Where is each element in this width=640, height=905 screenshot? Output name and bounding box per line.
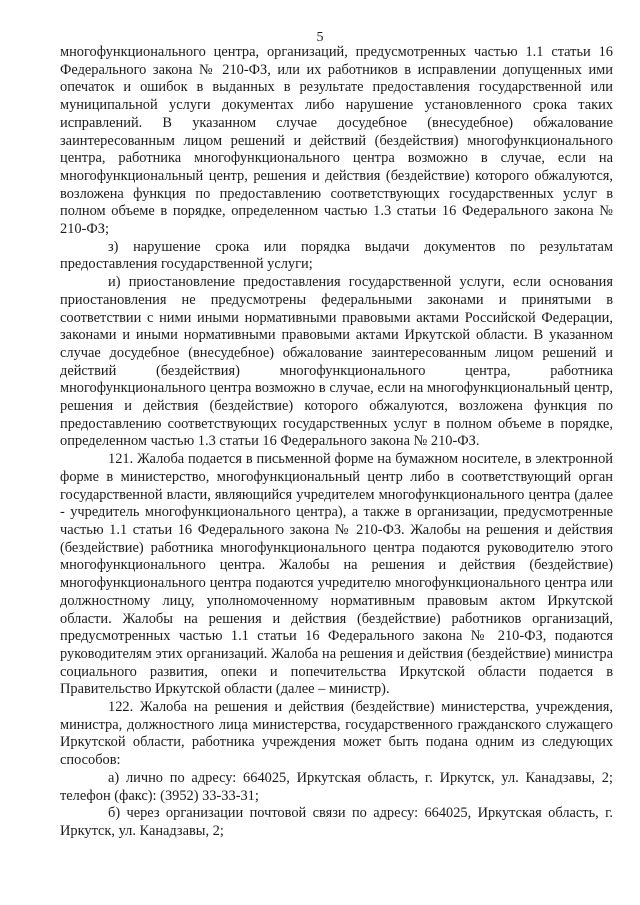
paragraph-item-z: з) нарушение срока или порядка выдачи документов по результатам предоставления государственной услуги;	[60, 238, 613, 273]
document-body	[60, 44, 613, 841]
paragraph-continuation: многофункционального центра, организаций, предусмотренных частью 1.1 статьи 16 Федерального закона № 210-ФЗ, или их работников в исправлении допущенных ими опечаток и ошибок в выданных в результате предоставления государственной или муниципальной услуги документах либо нарушение установленного срока таких исправлений. В указанном случае досудебное (внесудебное) обжалование заинтересованным лицом решений и действий (бездействия) многофункционального центра, работника многофункционального центра возможно в случае, если на многофункциональный центр, решения и действия (бездействие) которого обжалуются, возложена функция по предоставлению соответствующих государственных услуг в полном объеме в порядке, определенном частью 1.3 статьи 16 Федерального закона № 210-ФЗ;	[60, 44, 613, 238]
paragraph-item-b: б) через организации почтовой связи по адресу: 664025, Иркутская область, г. Иркутск, ул. Канадзавы, 2;	[60, 805, 613, 839]
paragraph-item-i: и) приостановление предоставления государственной услуги, если основания приостановления не предусмотрены федеральными законами и принятыми в соответствии с ними иными нормативными правовыми актами Российской Федерации, законами и иными нормативными правовыми актами Иркутской области. В указанном случае досудебное (внесудебное) обжалование заинтересованным лицом решений и действий (бездействия) многофункционального центра, работника многофункционального центра возможно в случае, если на многофункциональный центр, решения и действия (бездействие) которого обжалуются, возложена функция по предоставлению соответствующих государственных услуг в полном объеме в порядке, определенном частью 1.3 статьи 16 Федерального закона № 210-ФЗ.	[60, 274, 613, 450]
paragraph-121: 121. Жалоба подается в письменной форме на бумажном носителе, в электронной форме в министерство, многофункциональный центр либо в соответствующий орган государственной власти, являющийся учредителем многофункционального центра (далее - учредитель многофункционального центра), а также в организации, предусмотренные частью 1.1 статьи 16 Федерального закона № 210-ФЗ. Жалобы на решения и действия (бездействие) работника многофункционального центра подаются руководителю этого многофункционального центра. Жалобы на решения и действия (бездействие) многофункционального центра подаются учредителю многофункционального центра или должностному лицу, уполномоченному нормативным правовым актом Иркутской области. Жалобы на решения и действия (бездействие) работников организаций, предусмотренных частью 1.1 статьи 16 Федерального закона № 210-ФЗ, подаются руководителям этих организаций. Жалоба на решения и действия (бездействие) министра социального развития, опеки и попечительства Иркутской области подается в Правительство Иркутской области (далее – министр).	[60, 451, 613, 698]
paragraph-122: 122. Жалоба на решения и действия (бездействие) министерства, учреждения, министра, должностного лица министерства, государственного гражданского служащего Иркутской области, работника учреждения может быть подана одним из следующих способов:	[60, 699, 613, 769]
paragraph-item-a: а) лично по адресу: 664025, Иркутская область, г. Иркутск, ул. Канадзавы, 2; телефон (факс): (3952) 33-33-31;	[60, 769, 613, 804]
page-number: 5	[316, 30, 324, 45]
